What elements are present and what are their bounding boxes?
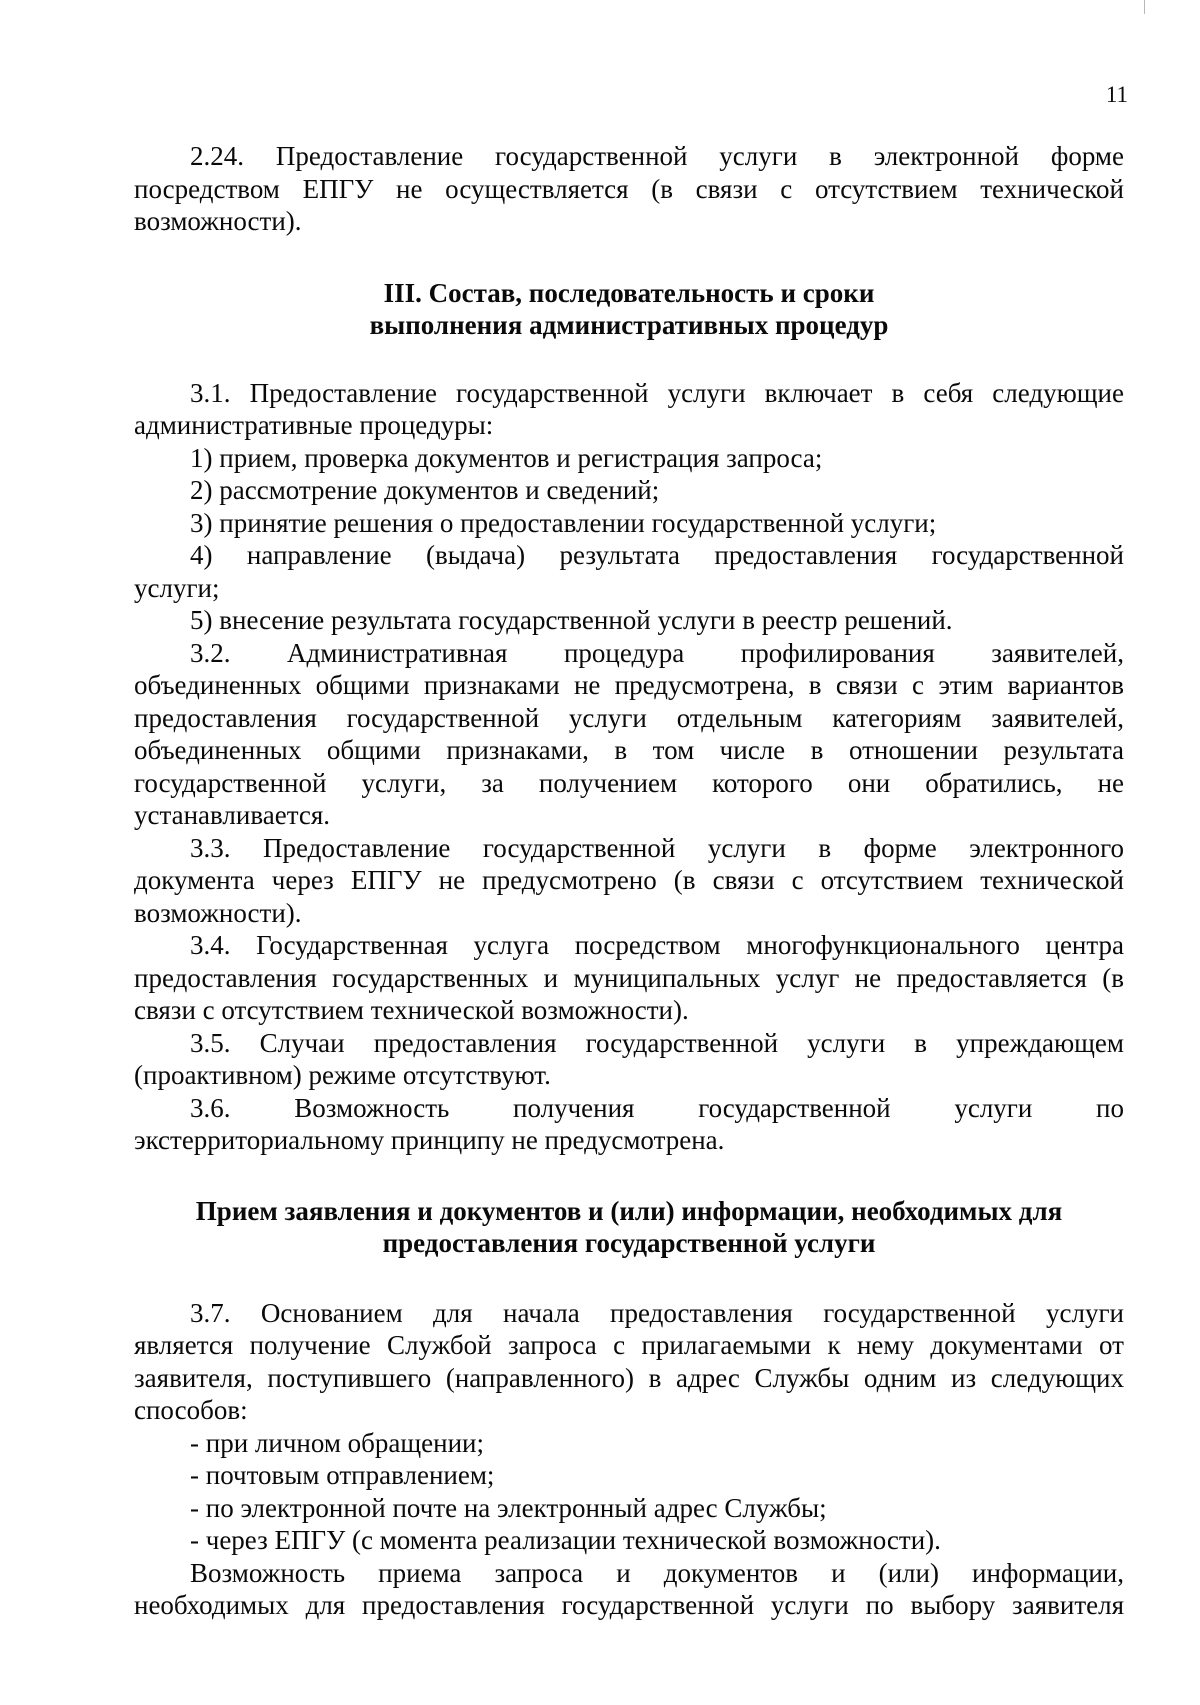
- heading-line: Прием заявления и документов и (или) информации, необходимых для: [195, 1195, 1063, 1226]
- page-number: 11: [1105, 82, 1128, 107]
- text-line: связи с отсутствием технической возможности).: [134, 995, 689, 1025]
- text-line: 3.7. Основанием для начала предоставления государственной услуги: [190, 1297, 1124, 1328]
- list-item: - почтовым отправлением;: [190, 1460, 495, 1490]
- text-line: предоставления государственных и муниципальных услуг не предоставляется (в: [134, 962, 1124, 993]
- paragraph-3-3: [134, 832, 1124, 930]
- spacer: [134, 1259, 1124, 1297]
- text-line: предоставления государственной услуги отдельным категориям заявителей,: [134, 702, 1124, 733]
- text-line: 3.4. Государственная услуга посредством многофункционального центра: [190, 930, 1124, 960]
- paragraph-3-6: [134, 1092, 1124, 1157]
- list-item: 2) рассмотрение документов и сведений;: [190, 475, 660, 505]
- text-line: (проактивном) режиме отсутствуют.: [134, 1060, 551, 1090]
- text-line: объединенных общими признаками, в том числе в отношении результата: [134, 735, 1124, 765]
- spacer: [134, 341, 1124, 377]
- text-line: услуги;: [134, 572, 220, 603]
- text-line: государственной услуги, за получением которого они обратились, не: [134, 767, 1124, 798]
- text-line: административные процедуры:: [134, 410, 494, 440]
- paragraph-3-1: [134, 377, 1124, 637]
- paragraph-3-5: [134, 1027, 1124, 1092]
- spacer: [134, 1157, 1124, 1195]
- list-item: 5) внесение результата государственной услуги в реестр решений.: [190, 605, 953, 635]
- paragraph-final: [134, 1557, 1124, 1622]
- text-line: 3.5. Случаи предоставления государственной услуги в упреждающем: [190, 1027, 1124, 1058]
- text-line: способов:: [134, 1395, 248, 1425]
- spacer: [134, 238, 1124, 277]
- heading-line: выполнения административных процедур: [369, 309, 889, 340]
- heading-line: III. Состав, последовательность и сроки: [383, 277, 875, 308]
- list-item: 4) направление (выдача) результата предоставления государственной: [190, 540, 1124, 570]
- document-body: [134, 140, 1124, 1622]
- list-item: - при личном обращении;: [190, 1427, 485, 1458]
- text-line: посредством ЕПГУ не осуществляется (в связи с отсутствием технической: [134, 173, 1124, 204]
- text-line: 3.1. Предоставление государственной услуги включает в себя следующие: [190, 377, 1124, 408]
- list-item: - через ЕПГУ (с момента реализации технической возможности).: [190, 1525, 941, 1555]
- heading-line: предоставления государственной услуги: [382, 1227, 876, 1258]
- list-item: 1) прием, проверка документов и регистрация запроса;: [190, 442, 823, 473]
- section-heading-reception: [134, 1195, 1124, 1259]
- text-line: является получение Службой запроса с прилагаемыми к нему документами от: [134, 1330, 1124, 1360]
- section-heading-iii: [134, 277, 1124, 341]
- scan-edge-mark: [1144, 0, 1145, 14]
- text-line: документа через ЕПГУ не предусмотрено (в связи с отсутствием технической: [134, 865, 1124, 895]
- text-line: устанавливается.: [134, 800, 330, 830]
- list-item: - по электронной почте на электронный адрес Службы;: [190, 1492, 827, 1523]
- text-line: необходимых для предоставления государственной услуги по выбору заявителя: [134, 1590, 1124, 1620]
- text-line: возможности).: [134, 206, 302, 236]
- paragraph-2-24: [134, 140, 1124, 238]
- text-line: 2.24. Предоставление государственной услуги в электронной форме: [190, 141, 1124, 171]
- paragraph-3-7: [134, 1297, 1124, 1557]
- text-line: объединенных общими признаками не предусмотрена, в связи с этим вариантов: [134, 670, 1124, 700]
- list-item: 3) принятие решения о предоставлении государственной услуги;: [190, 507, 937, 538]
- text-line: 3.2. Административная процедура профилирования заявителей,: [190, 637, 1124, 668]
- text-line: экстерриториальному принципу не предусмотрена.: [134, 1125, 725, 1155]
- text-line: возможности).: [134, 897, 302, 928]
- paragraph-3-2: [134, 637, 1124, 832]
- text-line: Возможность приема запроса и документов и (или) информации,: [190, 1557, 1124, 1588]
- paragraph-3-4: [134, 929, 1124, 1027]
- text-line: заявителя, поступившего (направленного) в адрес Службы одним из следующих: [134, 1362, 1124, 1393]
- text-line: 3.3. Предоставление государственной услуги в форме электронного: [190, 832, 1124, 863]
- text-line: 3.6. Возможность получения государственной услуги по: [190, 1092, 1124, 1123]
